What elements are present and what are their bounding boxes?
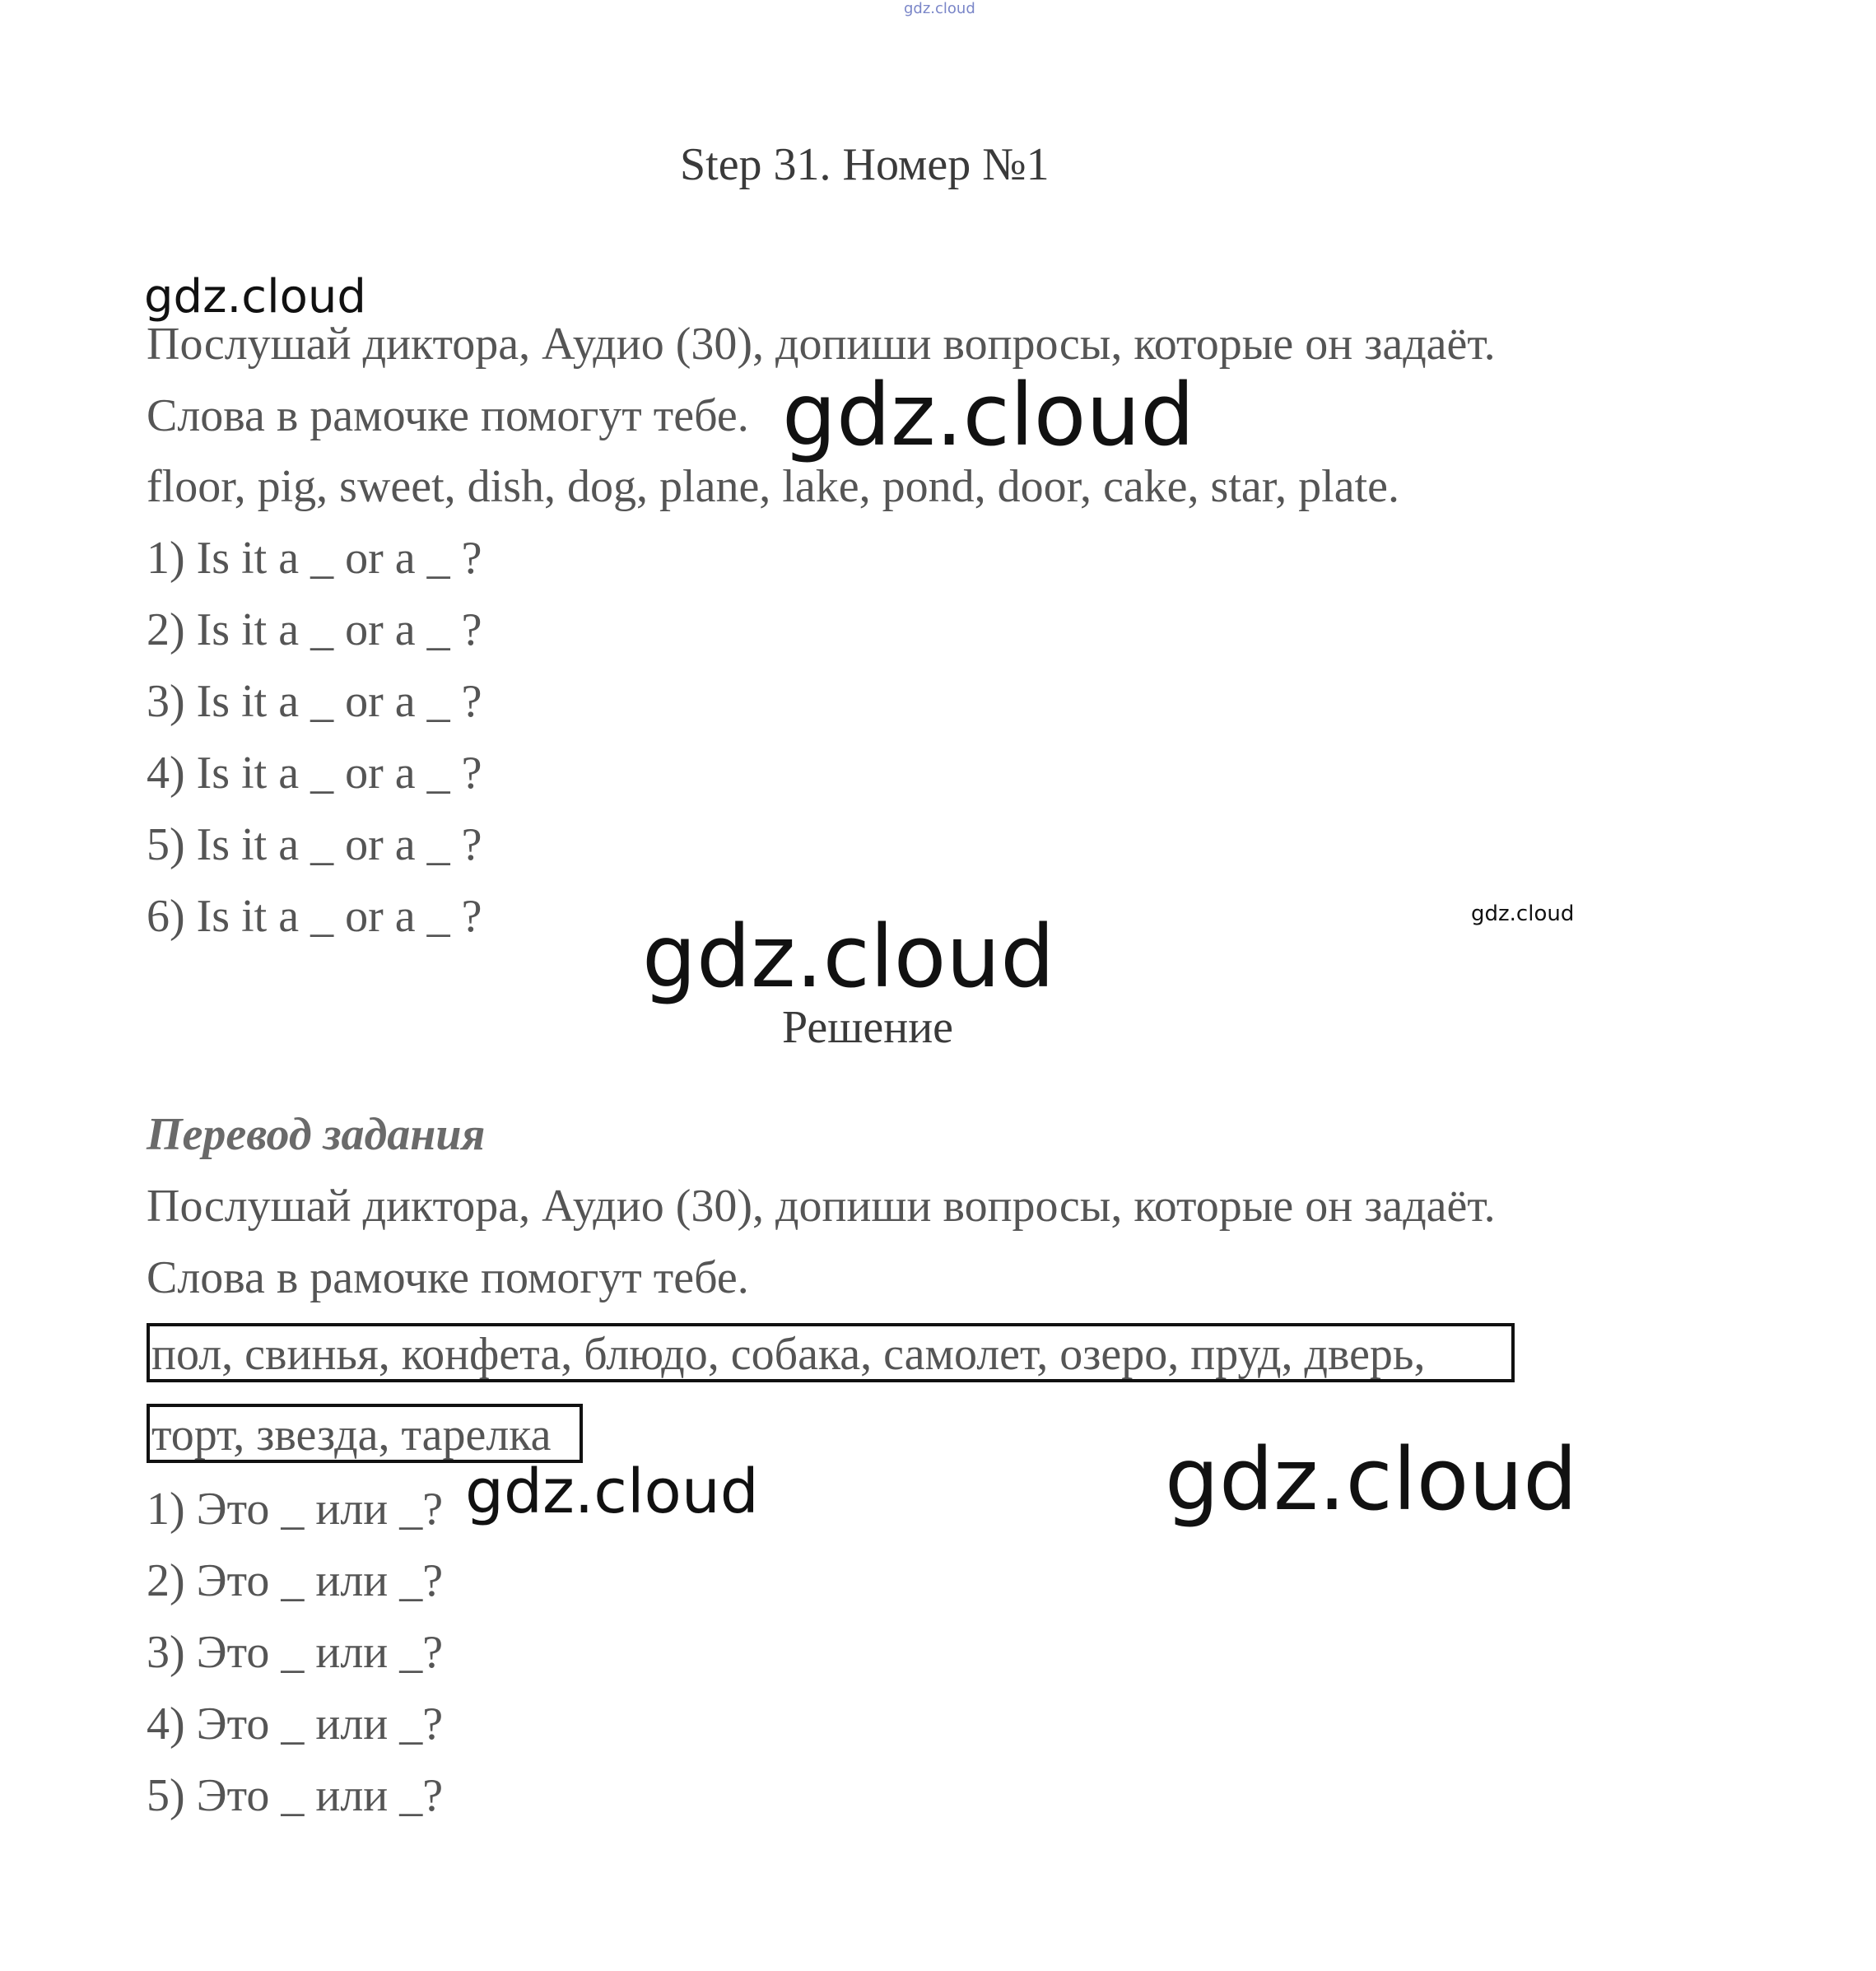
word-box-line-1: пол, свинья, конфета, блюдо, собака, самолет, озеро, пруд, дверь,: [147, 1323, 1515, 1382]
watermark-5: gdz.cloud: [465, 1456, 759, 1527]
question-4: 4) Is it a _ or a _ ?: [147, 748, 482, 799]
question-2: 2) Is it a _ or a _ ?: [147, 604, 482, 655]
translation-line-2: Слова в рамочке помогут тебе.: [147, 1252, 749, 1303]
translation-question-2: 2) Это _ или _?: [147, 1555, 444, 1606]
watermark-top: gdz.cloud: [904, 0, 975, 17]
watermark-6: gdz.cloud: [1165, 1429, 1578, 1530]
watermark-3: gdz.cloud: [1471, 902, 1575, 926]
watermark-1: gdz.cloud: [144, 270, 366, 324]
translation-question-3: 3) Это _ или _?: [147, 1627, 444, 1678]
task-line-1: Послушай диктора, Аудио (30), допиши вопросы, которые он задаёт.: [147, 319, 1496, 370]
watermark-4: gdz.cloud: [642, 906, 1055, 1007]
question-1: 1) Is it a _ or a _ ?: [147, 533, 482, 584]
task-line-2: Слова в рамочке помогут тебе.: [147, 390, 749, 441]
question-5: 5) Is it a _ or a _ ?: [147, 819, 482, 870]
translation-line-1: Послушай диктора, Аудио (30), допиши вопросы, которые он задаёт.: [147, 1181, 1496, 1232]
translation-question-1: 1) Это _ или _?: [147, 1484, 444, 1535]
question-6: 6) Is it a _ or a _ ?: [147, 891, 482, 942]
question-3: 3) Is it a _ or a _ ?: [147, 676, 482, 727]
translation-heading: Перевод задания: [147, 1109, 486, 1160]
translation-question-5: 5) Это _ или _?: [147, 1770, 444, 1821]
page-title: Step 31. Номер №1: [680, 139, 1050, 190]
translation-question-4: 4) Это _ или _?: [147, 1698, 444, 1750]
watermark-2: gdz.cloud: [782, 365, 1195, 465]
task-words: floor, pig, sweet, dish, dog, plane, lake, pond, door, cake, star, plate.: [147, 461, 1399, 512]
word-box-line-2: торт, звезда, тарелка: [147, 1404, 583, 1463]
solution-label: Решение: [782, 1002, 954, 1053]
